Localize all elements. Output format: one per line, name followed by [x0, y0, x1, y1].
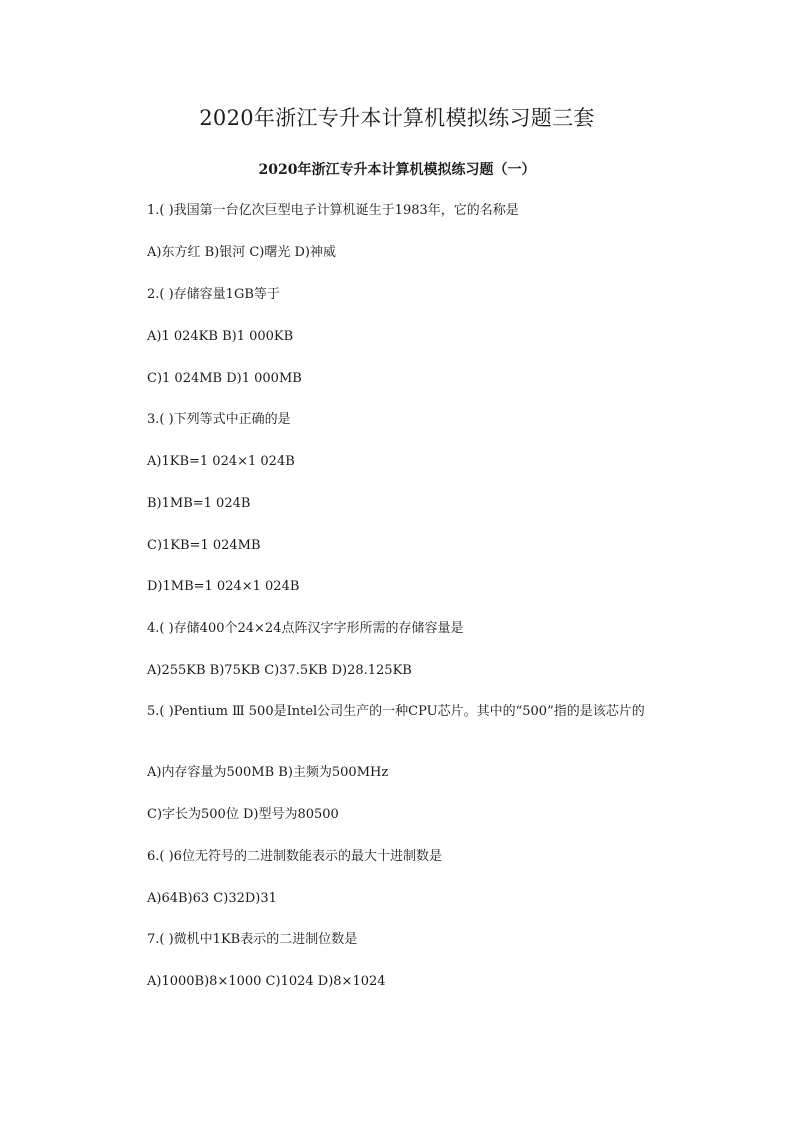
- question-5-options-ab: A)内存容量为500MB B)主频为500MHz: [147, 765, 389, 780]
- question-7-options: A)1000B)8×1000 C)1024 D)8×1024: [147, 974, 386, 989]
- question-2-options-ab: A)1 024KB B)1 000KB: [147, 329, 294, 344]
- question-3-option-b: B)1MB=1 024B: [147, 496, 251, 511]
- question-2: 2.( )存储容量1GB等于: [147, 287, 280, 302]
- question-1: 1.( )我国第一台亿次巨型电子计算机诞生于1983年，它的名称是: [147, 203, 519, 218]
- question-4: 4.( )存储400个24×24点阵汉字字形所需的存储容量是: [147, 621, 464, 636]
- question-7: 7.( )微机中1KB表示的二进制位数是: [147, 932, 358, 947]
- question-3: 3.( )下列等式中正确的是: [147, 412, 291, 427]
- question-4-options: A)255KB B)75KB C)37.5KB D)28.125KB: [147, 663, 412, 678]
- section-title: 2020年浙江专升本计算机模拟练习题（一）: [258, 162, 536, 178]
- question-2-options-cd: C)1 024MB D)1 000MB: [147, 371, 302, 386]
- question-3-option-d: D)1MB=1 024×1 024B: [147, 579, 300, 594]
- question-3-option-a: A)1KB=1 024×1 024B: [147, 454, 295, 469]
- question-5: 5.( )Pentium Ⅲ 500是Intel公司生产的一种CPU芯片。其中的“500”指的是该芯片的: [147, 704, 645, 719]
- question-6: 6.( )6位无符号的二进制数能表示的最大十进制数是: [147, 849, 442, 864]
- question-6-options: A)64B)63 C)32D)31: [147, 891, 277, 906]
- document-title: 2020年浙江专升本计算机模拟练习题三套: [199, 106, 595, 130]
- question-1-options: A)东方红 B)银河 C)曙光 D)神威: [147, 245, 336, 260]
- question-3-option-c: C)1KB=1 024MB: [147, 538, 261, 553]
- question-5-options-cd: C)字长为500位 D)型号为80500: [147, 807, 339, 822]
